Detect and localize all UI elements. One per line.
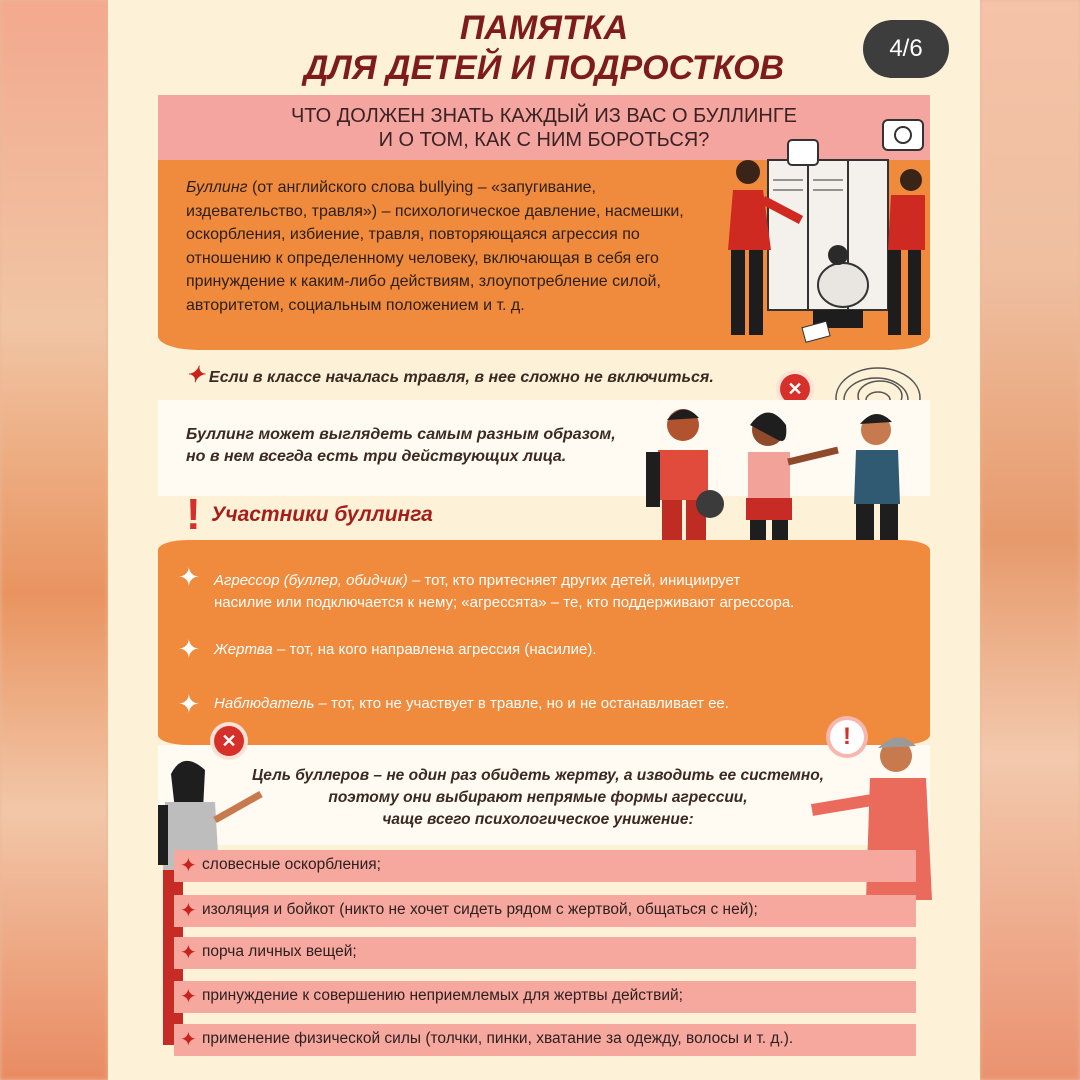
participant-aggressor-term: Агрессор (буллер, обидчик) xyxy=(214,572,408,589)
four-point-star-icon: ✦ xyxy=(180,855,197,877)
blurred-background-left xyxy=(0,0,108,1080)
definition-term: Буллинг xyxy=(186,179,248,196)
four-point-star-icon: ✦ xyxy=(180,900,197,922)
goal-line-1: Цель буллеров – не один раз обидеть жертву, а изводить ее системно, xyxy=(252,767,824,784)
infographic-card xyxy=(108,0,980,1080)
definition-text xyxy=(186,176,716,317)
four-point-star-icon: ✦ xyxy=(178,562,200,592)
exclamation-icon: ! xyxy=(186,490,201,539)
four-point-star-icon: ✦ xyxy=(180,986,197,1008)
four-point-star-icon: ✦ xyxy=(180,1029,197,1051)
blurred-background-right xyxy=(980,0,1080,1080)
list-item-text: применение физической силы (толчки, пинки, хватание за одежду, волосы и т. д.). xyxy=(202,1030,794,1047)
three-children-illustration xyxy=(638,400,918,550)
page-indicator-badge[interactable]: 4/6 xyxy=(863,20,949,78)
exclamation-icon: ! xyxy=(830,720,864,754)
participant-aggressor xyxy=(214,570,914,614)
list-item xyxy=(174,981,916,1013)
question-line-1: ЧТО ДОЛЖЕН ЗНАТЬ КАЖДЫЙ ИЗ ВАС О БУЛЛИНГЕ xyxy=(290,105,798,127)
list-item-text: изоляция и бойкот (никто не хочет сидеть рядом с жертвой, общаться с ней); xyxy=(202,901,758,918)
participants-heading xyxy=(186,490,433,540)
list-item-text: порча личных вещей; xyxy=(202,943,357,960)
participant-victim-term: Жертва xyxy=(214,641,273,658)
four-point-star-icon: ✦ xyxy=(180,942,197,964)
four-point-star-icon: ✦ xyxy=(178,689,200,719)
three-actors-line-2: но в нем всегда есть три действующих лица. xyxy=(186,448,567,465)
goal-line-3: чаще всего психологическое унижение: xyxy=(382,811,694,828)
list-item xyxy=(174,895,916,927)
participant-victim-text: – тот, на кого направлена агрессия (насилие). xyxy=(272,641,597,658)
four-point-star-icon: ✦ xyxy=(186,362,205,387)
participant-aggressor-text-2: насилие или подключается к нему; «агрессята» – те, кто поддерживают агрессора. xyxy=(214,594,795,611)
note-early-bullying-text: Если в классе началась травля, в нее сложно не включиться. xyxy=(208,369,714,386)
list-item xyxy=(174,850,916,882)
three-actors-note xyxy=(186,424,616,468)
participant-observer xyxy=(214,695,729,712)
four-point-star-icon: ✦ xyxy=(178,634,200,664)
question-line-2: И О ТОМ, КАК С НИМ БОРОТЬСЯ? xyxy=(378,129,710,151)
three-actors-line-1: Буллинг может выглядеть самым разным образом, xyxy=(186,426,616,443)
participants-heading-text: Участники буллинга xyxy=(211,503,433,526)
goal-line-2: поэтому они выбирают непрямые формы агрессии, xyxy=(328,789,748,806)
definition-body: (от английского слова bullying – «запугивание, издевательство, травля») – психологическое давление, насмешки, оскорбления, избиение, травля, повторяющаяся агрессия по отношению к определенному человеку, включающая в себя его принуждение к каким-либо действиям, злоупотребление силой, авторитетом, социальным положением и т. д. xyxy=(186,179,684,314)
goal-text xyxy=(208,765,868,831)
participant-victim xyxy=(214,641,596,658)
bullying-scene-illustration xyxy=(693,110,943,350)
x-circle-icon: ✕ xyxy=(780,374,810,404)
title-line-2: ДЛЯ ДЕТЕЙ И ПОДРОСТКОВ xyxy=(303,49,785,87)
list-item xyxy=(174,1024,916,1056)
title-line-1: ПАМЯТКА xyxy=(459,9,629,47)
list-item-text: словесные оскорбления; xyxy=(202,856,381,873)
participant-observer-term: Наблюдатель xyxy=(214,695,315,712)
participant-aggressor-text: – тот, кто притесняет других детей, инициирует xyxy=(407,572,741,589)
participant-observer-text: – тот, кто не участвует в травле, но и не останавливает ее. xyxy=(314,695,729,712)
x-circle-icon: ✕ xyxy=(214,726,244,756)
list-item-text: принуждение к совершению неприемлемых для жертвы действий; xyxy=(202,987,683,1004)
note-early-bullying xyxy=(186,362,714,388)
list-item xyxy=(174,937,916,969)
